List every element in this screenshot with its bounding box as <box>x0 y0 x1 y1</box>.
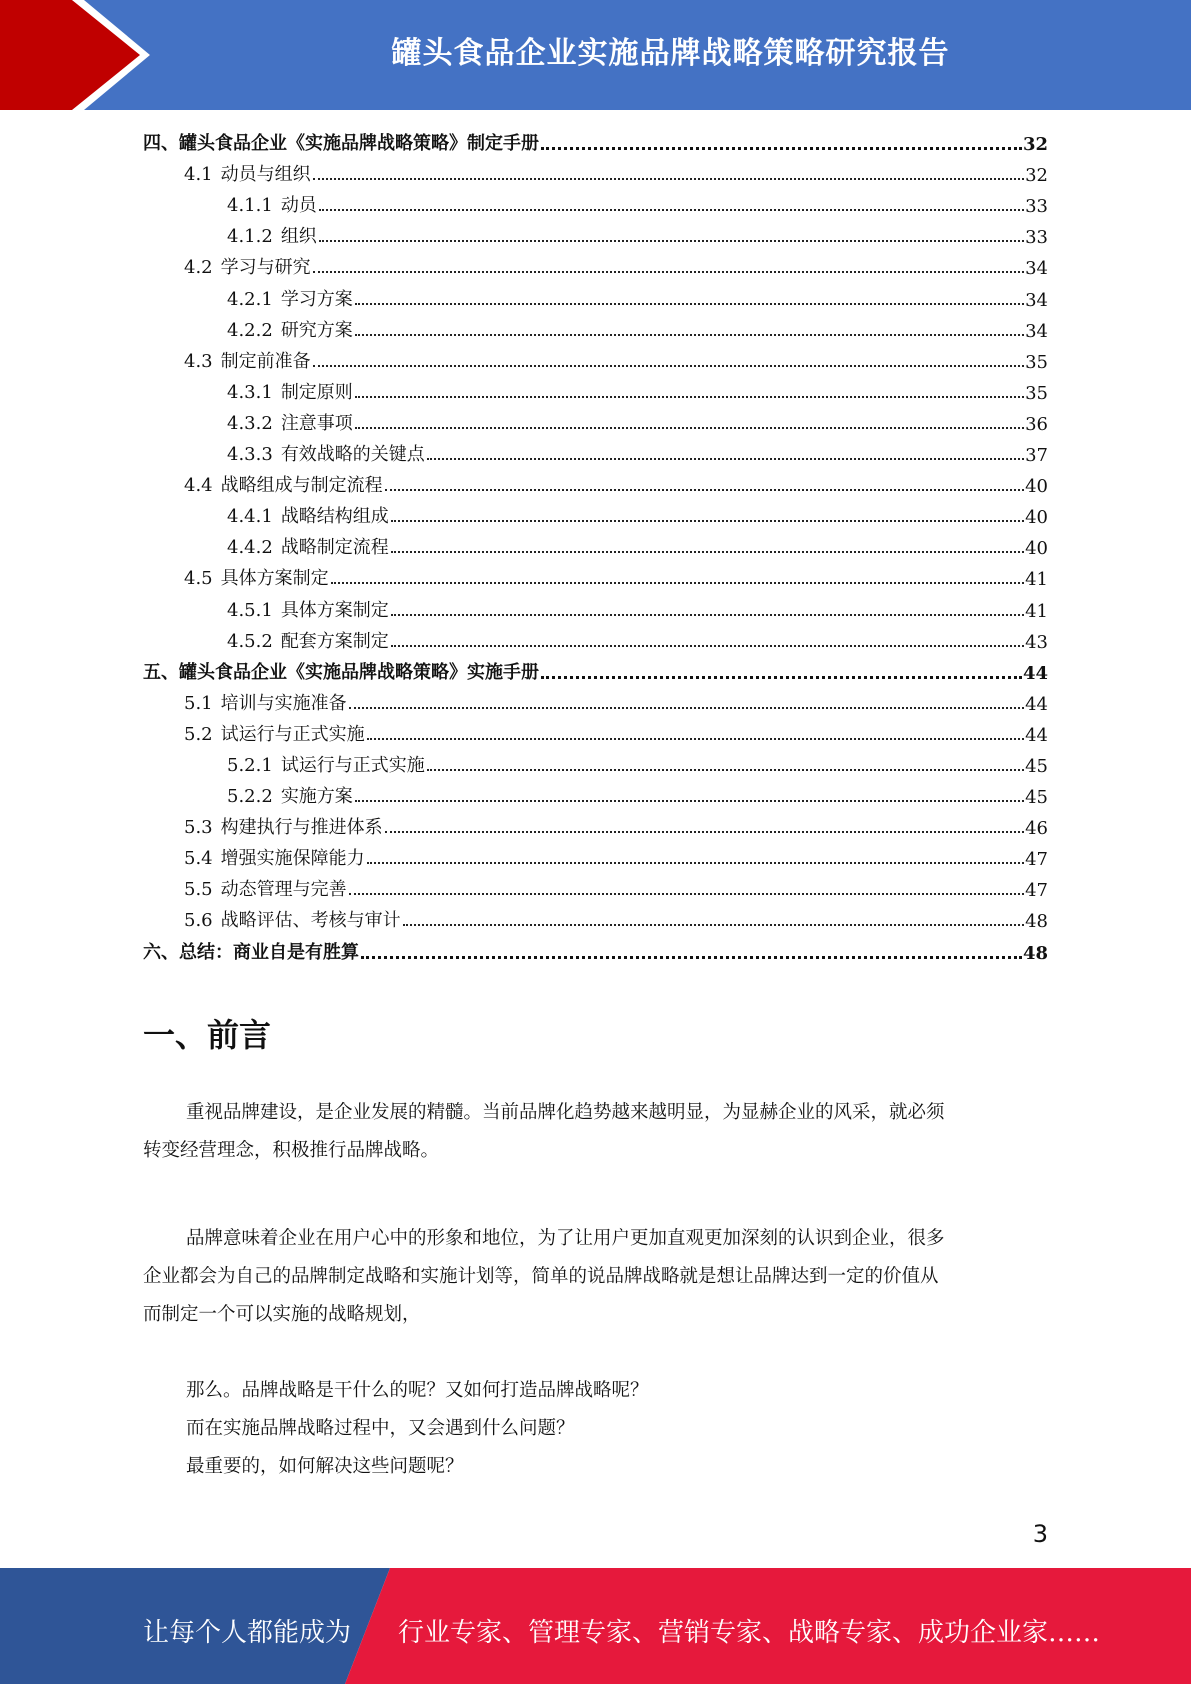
toc-leader-dots <box>349 707 1024 709</box>
toc-entry-title <box>184 564 329 594</box>
toc-entry-page: 37 <box>1025 445 1048 467</box>
toc-entry-text: 六、总结：商业自是有胜算 <box>143 941 359 963</box>
toc-entry-number: 5.2.2 <box>227 786 273 808</box>
toc-entry-page: 41 <box>1025 569 1048 591</box>
toc-entry-page: 48 <box>1022 942 1048 964</box>
toc-entry[interactable] <box>143 626 1048 657</box>
toc-leader-dots <box>349 893 1024 895</box>
question-1: 那么。品牌战略是干什么的呢？又如何打造品牌战略呢？ <box>186 1380 649 1401</box>
toc-entry-page: 48 <box>1025 911 1048 933</box>
toc-entry-text: 注意事项 <box>280 412 353 434</box>
toc-entry-page: 46 <box>1025 818 1048 840</box>
page-header <box>0 0 1191 110</box>
toc-entry-text: 增强实施保障能力 <box>220 848 365 870</box>
toc-entry-title <box>184 347 311 377</box>
toc-entry-number: 5.2.1 <box>227 754 273 776</box>
toc-entry-title <box>184 253 311 283</box>
toc-entry-page: 44 <box>1025 724 1048 746</box>
toc-entry-text: 战略组成与制定流程 <box>220 475 383 497</box>
toc-entry[interactable] <box>143 905 1048 936</box>
toc-leader-dots <box>367 862 1024 864</box>
toc-entry-text: 具体方案制定 <box>280 599 389 621</box>
toc-entry-number: 4.5.1 <box>227 599 273 621</box>
toc-entry-text: 动态管理与完善 <box>220 879 347 901</box>
toc-entry-title <box>227 533 389 563</box>
page-number: 3 <box>1032 1520 1048 1548</box>
toc-leader-dots <box>319 240 1024 242</box>
toc-entry-page: 33 <box>1025 196 1048 218</box>
toc-entry-number: 5.5 <box>184 879 213 901</box>
toc-entry-title <box>227 502 389 532</box>
toc-entry-number: 4.4.2 <box>227 537 273 559</box>
toc-leader-dots <box>385 831 1024 833</box>
paragraph-2 <box>143 1220 1048 1334</box>
table-of-contents <box>143 128 1048 968</box>
toc-leader-dots <box>355 334 1024 336</box>
toc-entry-page: 35 <box>1025 382 1048 404</box>
toc-entry-text: 战略评估、考核与审计 <box>220 910 401 932</box>
toc-entry-title <box>227 222 317 252</box>
toc-entry-page: 34 <box>1025 320 1048 342</box>
toc-entry-title <box>184 813 383 843</box>
toc-entry-text: 动员 <box>280 195 317 217</box>
toc-leader-dots <box>355 427 1024 429</box>
toc-entry-number: 4.5 <box>184 568 213 590</box>
toc-entry-title <box>184 844 365 874</box>
toc-entry-text: 制定前准备 <box>220 350 311 372</box>
toc-entry-title <box>143 658 539 688</box>
toc-entry-page: 47 <box>1025 880 1048 902</box>
footer-slogan-right: 行业专家、管理专家、营销专家、战略专家、成功企业家…… <box>398 1618 1101 1648</box>
question-list <box>143 1372 1048 1486</box>
toc-entry-text: 试运行与正式实施 <box>220 723 365 745</box>
toc-entry[interactable] <box>143 532 1048 563</box>
toc-entry-text: 培训与实施准备 <box>220 692 347 714</box>
toc-leader-dots <box>361 956 1022 959</box>
toc-entry[interactable] <box>143 190 1048 221</box>
toc-entry-page: 41 <box>1025 600 1048 622</box>
toc-entry[interactable] <box>143 252 1048 283</box>
paragraph-line: 而制定一个可以实施的战略规划， <box>143 1304 421 1325</box>
toc-entry-page: 43 <box>1025 631 1048 653</box>
toc-entry-title <box>227 191 317 221</box>
toc-entry-number: 4.3.2 <box>227 412 273 434</box>
toc-entry-number: 4.1.2 <box>227 226 273 248</box>
toc-entry-page: 45 <box>1025 755 1048 777</box>
toc-entry-text: 试运行与正式实施 <box>280 754 425 776</box>
toc-entry-text: 研究方案 <box>280 319 353 341</box>
toc-entry-text: 具体方案制定 <box>220 568 329 590</box>
toc-entry-title <box>143 938 359 968</box>
toc-entry[interactable] <box>143 315 1048 346</box>
toc-entry-page: 32 <box>1025 165 1048 187</box>
toc-entry-title <box>227 627 389 657</box>
toc-entry[interactable] <box>143 221 1048 252</box>
toc-entry-number: 5.6 <box>184 910 213 932</box>
toc-entry-title <box>227 440 425 470</box>
toc-entry-page: 33 <box>1025 227 1048 249</box>
toc-entry[interactable] <box>143 657 1048 688</box>
toc-entry-number: 4.1.1 <box>227 195 273 217</box>
toc-entry-title <box>184 689 347 719</box>
toc-entry-title <box>143 129 539 159</box>
toc-entry-text: 构建执行与推进体系 <box>220 817 383 839</box>
toc-entry[interactable] <box>143 843 1048 874</box>
toc-entry-text: 战略制定流程 <box>280 537 389 559</box>
toc-entry-number: 4.5.2 <box>227 630 273 652</box>
toc-entry-title <box>184 906 401 936</box>
toc-entry[interactable] <box>143 283 1048 314</box>
question-2: 而在实施品牌战略过程中，又会遇到什么问题？ <box>186 1418 575 1439</box>
footer-slogan-left: 让每个人都能成为 <box>143 1618 352 1648</box>
toc-entry[interactable] <box>143 874 1048 905</box>
toc-entry[interactable] <box>143 439 1048 470</box>
toc-leader-dots <box>331 582 1024 584</box>
toc-entry[interactable] <box>143 750 1048 781</box>
toc-entry-title <box>227 378 353 408</box>
toc-entry-page: 44 <box>1025 693 1048 715</box>
toc-leader-dots <box>367 738 1024 740</box>
toc-entry-text: 动员与组织 <box>220 164 311 186</box>
toc-entry-page: 47 <box>1025 849 1048 871</box>
toc-entry-title <box>184 160 311 190</box>
toc-entry-number: 5.4 <box>184 848 213 870</box>
paragraph-line: 重视品牌建设，是企业发展的精髓。当前品牌化趋势越来越明显，为显赫企业的风采，就必须 <box>186 1102 945 1123</box>
toc-entry-number: 4.4 <box>184 475 213 497</box>
toc-entry-number: 4.4.1 <box>227 506 273 528</box>
toc-entry[interactable] <box>143 408 1048 439</box>
toc-entry-page: 44 <box>1022 662 1048 684</box>
toc-entry-title <box>184 720 365 750</box>
toc-entry-text: 战略结构组成 <box>280 506 389 528</box>
toc-leader-dots <box>391 645 1024 647</box>
paragraph-1 <box>143 1094 1048 1170</box>
page-footer <box>0 1568 1191 1684</box>
toc-leader-dots <box>355 303 1024 305</box>
toc-entry-text: 实施方案 <box>280 786 353 808</box>
toc-entry-number: 4.2 <box>184 257 213 279</box>
toc-entry[interactable] <box>143 470 1048 501</box>
toc-entry-page: 34 <box>1025 258 1048 280</box>
toc-entry[interactable] <box>143 688 1048 719</box>
toc-entry-title <box>227 596 389 626</box>
toc-entry-number: 4.3.1 <box>227 381 273 403</box>
toc-entry-title <box>227 782 353 812</box>
toc-entry[interactable] <box>143 501 1048 532</box>
report-title: 罐头食品企业实施品牌战略策略研究报告 <box>391 36 950 71</box>
toc-entry[interactable] <box>143 377 1048 408</box>
toc-entry-text: 学习与研究 <box>220 257 311 279</box>
toc-entry-number: 4.2.2 <box>227 319 273 341</box>
toc-leader-dots <box>319 209 1024 211</box>
toc-entry-page: 32 <box>1022 134 1048 156</box>
toc-entry[interactable] <box>143 719 1048 750</box>
toc-entry-number: 4.3.3 <box>227 444 273 466</box>
toc-entry-number: 5.3 <box>184 817 213 839</box>
toc-leader-dots <box>427 458 1024 460</box>
toc-leader-dots <box>385 489 1024 491</box>
toc-leader-dots <box>541 676 1022 679</box>
toc-entry-text: 学习方案 <box>280 288 353 310</box>
toc-entry-number: 5.1 <box>184 692 213 714</box>
toc-leader-dots <box>391 551 1024 553</box>
toc-entry-page: 35 <box>1025 351 1048 373</box>
toc-entry-page: 45 <box>1025 787 1048 809</box>
toc-entry-title <box>184 875 347 905</box>
toc-entry-title <box>227 285 353 315</box>
toc-leader-dots <box>427 769 1024 771</box>
section-heading: 一、前言 <box>143 1016 272 1054</box>
toc-entry[interactable] <box>143 594 1048 625</box>
toc-leader-dots <box>313 365 1024 367</box>
toc-entry-page: 36 <box>1025 413 1048 435</box>
toc-entry-title <box>227 316 353 346</box>
toc-entry-page: 40 <box>1025 507 1048 529</box>
toc-entry-text: 制定原则 <box>280 381 353 403</box>
toc-leader-dots <box>391 614 1024 616</box>
toc-leader-dots <box>355 800 1024 802</box>
toc-entry[interactable] <box>143 563 1048 594</box>
toc-leader-dots <box>355 396 1024 398</box>
toc-leader-dots <box>313 178 1024 180</box>
toc-entry-page: 34 <box>1025 289 1048 311</box>
toc-entry-number: 4.3 <box>184 350 213 372</box>
toc-entry-title <box>227 409 353 439</box>
toc-entry[interactable] <box>143 781 1048 812</box>
paragraph-line: 企业都会为自己的品牌制定战略和实施计划等，简单的说品牌战略就是想让品牌达到一定的价值从 <box>143 1266 939 1287</box>
toc-entry[interactable] <box>143 128 1048 159</box>
toc-entry-text: 有效战略的关键点 <box>280 444 425 466</box>
toc-entry-text: 组织 <box>280 226 317 248</box>
header-red-arrow <box>0 0 150 110</box>
toc-leader-dots <box>313 271 1024 273</box>
toc-entry[interactable] <box>143 159 1048 190</box>
toc-entry-text: 五、罐头食品企业《实施品牌战略策略》实施手册 <box>143 661 539 683</box>
toc-entry-number: 4.2.1 <box>227 288 273 310</box>
toc-entry[interactable] <box>143 936 1048 967</box>
toc-entry-text: 配套方案制定 <box>280 630 389 652</box>
toc-entry-number: 5.2 <box>184 723 213 745</box>
toc-entry-page: 40 <box>1025 476 1048 498</box>
toc-leader-dots <box>541 147 1022 150</box>
paragraph-line: 品牌意味着企业在用户心中的形象和地位，为了让用户更加直观更加深刻的认识到企业，很多 <box>186 1228 945 1249</box>
toc-entry-title <box>184 471 383 501</box>
toc-entry[interactable] <box>143 812 1048 843</box>
toc-entry-number: 4.1 <box>184 164 213 186</box>
toc-entry-text: 四、罐头食品企业《实施品牌战略策略》制定手册 <box>143 133 539 155</box>
question-3: 最重要的，如何解决这些问题呢？ <box>186 1456 464 1477</box>
paragraph-line: 转变经营理念，积极推行品牌战略。 <box>143 1140 440 1161</box>
toc-entry-title <box>227 751 425 781</box>
toc-entry[interactable] <box>143 346 1048 377</box>
toc-leader-dots <box>403 924 1024 926</box>
toc-entry-page: 40 <box>1025 538 1048 560</box>
toc-leader-dots <box>391 520 1024 522</box>
